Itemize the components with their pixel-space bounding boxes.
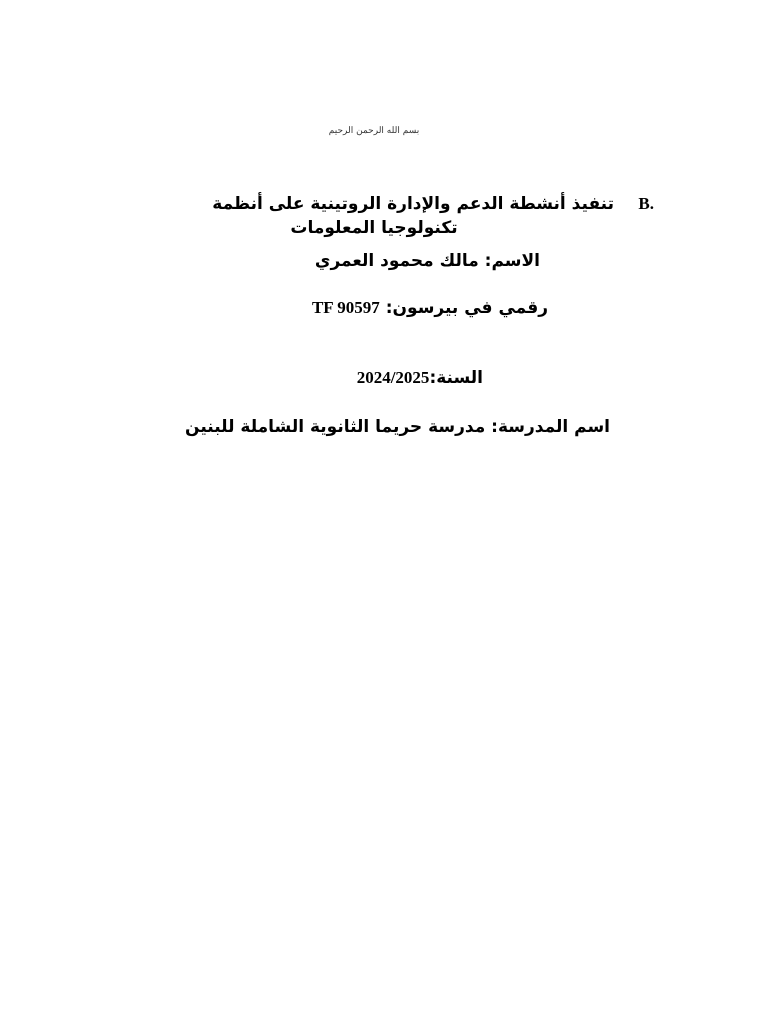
school-name-line: [185, 415, 610, 439]
heading-line-1: تنفيذ أنشطة الدعم والإدارة الروتينية على أنظمة: [212, 194, 614, 214]
name-value: مالك محمود العمري: [314, 251, 479, 271]
pearson-value: TF 90597: [311, 298, 380, 317]
year-label: السنة:: [429, 368, 483, 388]
school-label: اسم المدرسة:: [491, 417, 610, 437]
heading-line-2: تكنولوجيا المعلومات: [290, 218, 458, 238]
section-heading: [134, 192, 654, 240]
year-line: [357, 366, 483, 390]
name-label: الاسم:: [484, 251, 540, 271]
student-name-line: [315, 249, 540, 273]
school-value: مدرسة حريما الثانوية الشاملة للبنين: [185, 417, 486, 437]
year-value: 2024/2025: [356, 368, 430, 387]
pearson-number-line: [312, 296, 548, 320]
pearson-label: رقمي في بيرسون:: [385, 298, 548, 318]
heading-number: B.: [638, 194, 654, 213]
basmala-text: بسم الله الرحمن الرحيم: [328, 126, 420, 136]
heading-text: [134, 192, 614, 240]
